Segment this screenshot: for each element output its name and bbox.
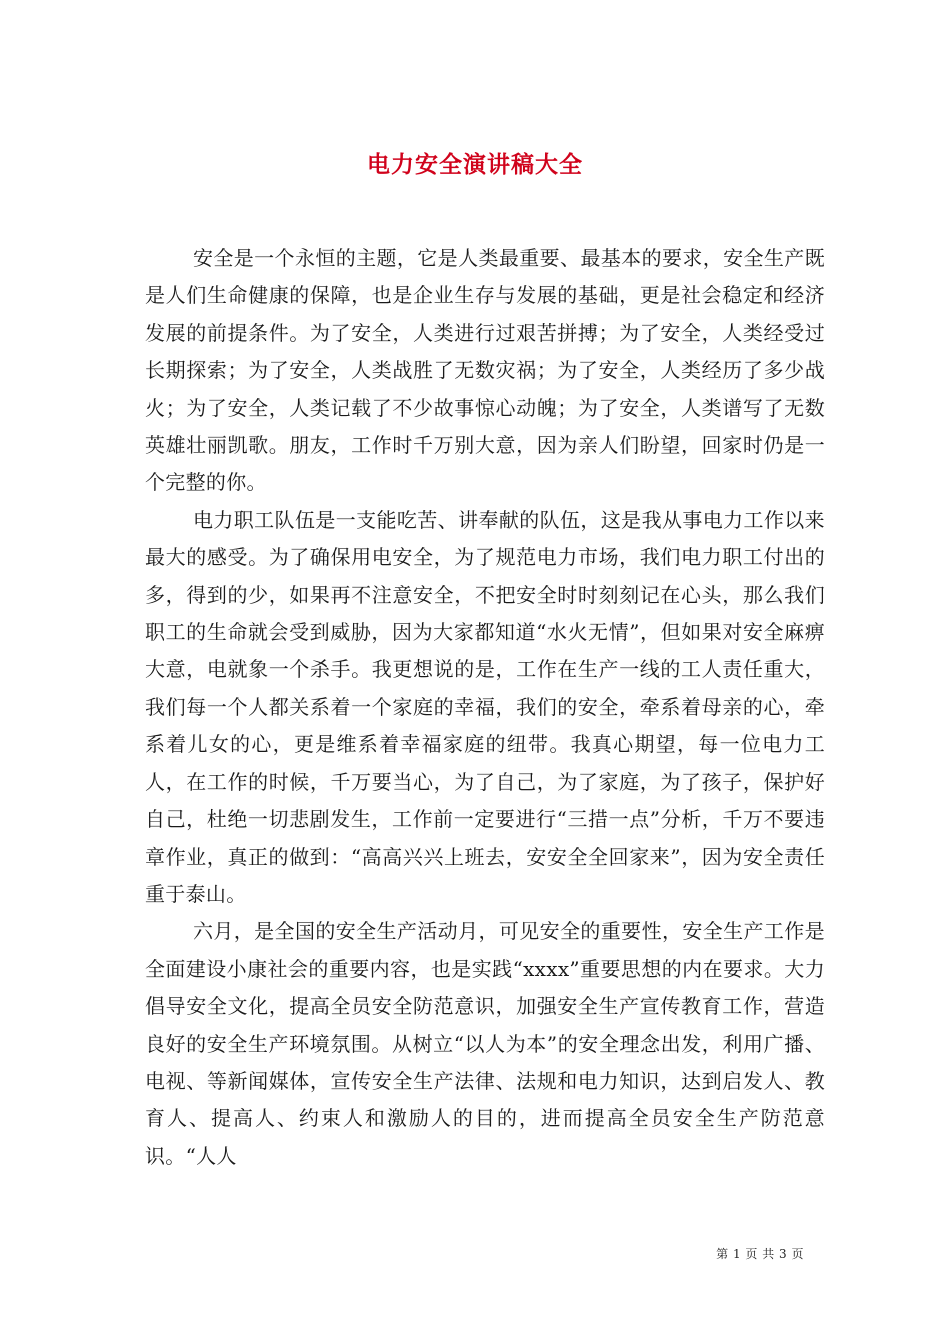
paragraph-3: 六月，是全国的安全生产活动月，可见安全的重要性，安全生产工作是全面建设小康社会的重要内容，也是实践“xxxx”重要思想的内在要求。大力倡导安全文化，提高全员安全防范意识，加强安全生产宣传教育工作，营造良好的安全生产环境氛围。从树立“以人为本”的安全理念出发，利用广播、电视、等新闻媒体，宣传安全生产法律、法规和电力知识，达到启发人、教育人、提高人、约束人和激励人的目的，进而提高全员安全生产防范意识。“人人 bbox=[145, 919, 825, 1168]
document-body bbox=[145, 240, 825, 1175]
page-title: 电力安全演讲稿大全 bbox=[367, 151, 583, 179]
paragraph-1: 安全是一个永恒的主题，它是人类最重要、最基本的要求，安全生产既是人们生命健康的保障，也是企业生存与发展的基础，更是社会稳定和经济发展的前提条件。为了安全，人类进行过艰苦拼搏；为了安全，人类经受过长期探索；为了安全，人类战胜了无数灾祸；为了安全，人类经历了多少战火；为了安全，人类记载了不少故事惊心动魄；为了安全，人类谱写了无数英雄壮丽凯歌。朋友，工作时千万别大意，因为亲人们盼望，回家时仍是一个完整的你。 bbox=[145, 246, 825, 495]
paragraph-2: 电力职工队伍是一支能吃苦、讲奉献的队伍，这是我从事电力工作以来最大的感受。为了确保用电安全，为了规范电力市场，我们电力职工付出的多，得到的少，如果再不注意安全，不把安全时时刻刻记在心头，那么我们职工的生命就会受到威胁，因为大家都知道“水火无情”，但如果对安全麻痹大意，电就象一个杀手。我更想说的是，工作在生产一线的工人责任重大，我们每一个人都关系着一个家庭的幸福，我们的安全，牵系着母亲的心，牵系着儿女的心，更是维系着幸福家庭的纽带。我真心期望，每一位电力工人，在工作的时候，千万要当心，为了自己，为了家庭，为了孩子，保护好自己，杜绝一切悲剧发生，工作前一定要进行“三措一点”分析，千万不要违章作业，真正的做到：“高高兴兴上班去，安安全全回家来”，因为安全责任重于泰山。 bbox=[145, 507, 825, 906]
page-number-footer: 第 1 页 共 3 页 bbox=[716, 1247, 804, 1261]
